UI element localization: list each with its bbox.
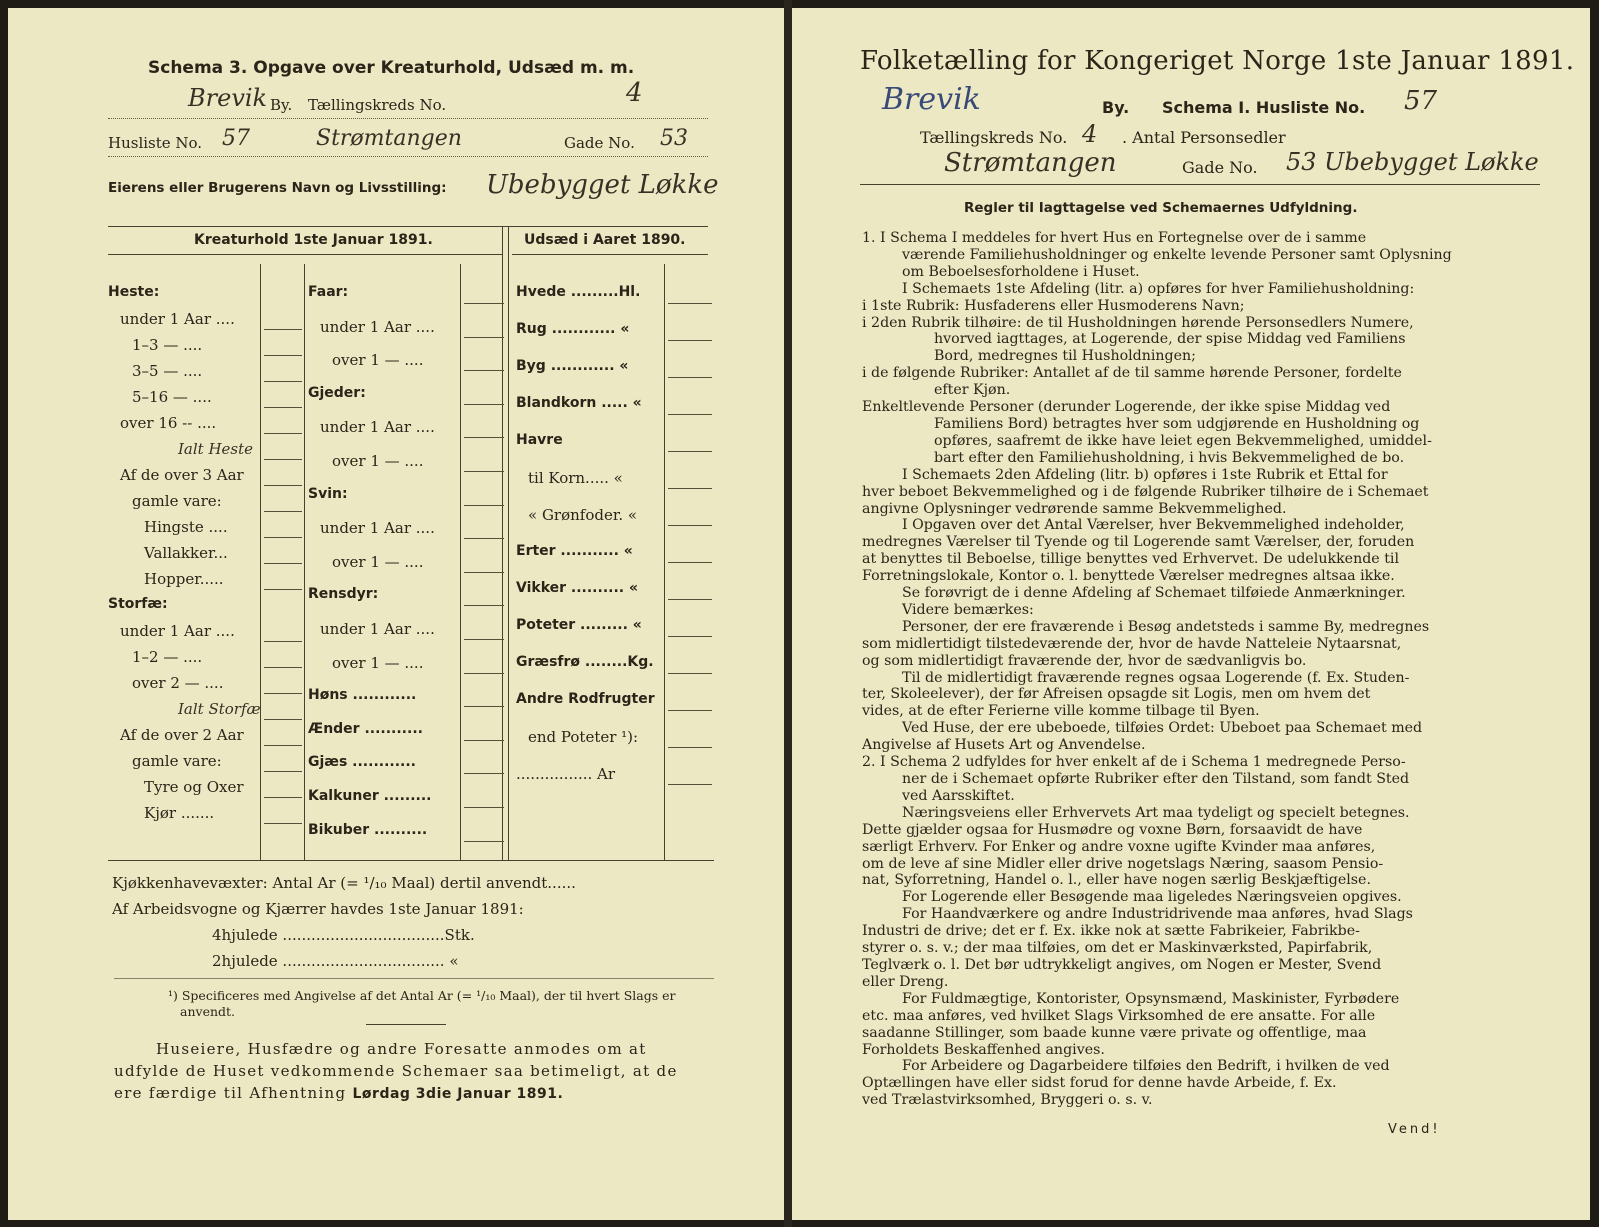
col1-row-label: gamle vare: bbox=[132, 752, 222, 770]
rule-line: Forretningslokale, Kontor o. l. benyttede Værelser medregnes altsaa ikke. bbox=[862, 568, 1395, 585]
footnote-rule bbox=[114, 978, 714, 979]
rule-line: Se forøvrigt de i denne Afdeling af Schemaet tilføiede Anmærkninger. bbox=[902, 585, 1406, 602]
right-page bbox=[792, 8, 1590, 1220]
rule-line: 1. I Schema I meddeles for hvert Hus en Fortegnelse over de i samme bbox=[862, 230, 1367, 246]
rule-line: Næringsveiens eller Erhvervets Art maa tydeligt og specielt betegnes. bbox=[902, 804, 1410, 821]
col2-row-label: Gjeder: bbox=[308, 384, 366, 401]
col2-row-label: Rensdyr: bbox=[308, 586, 379, 603]
col1-row-label: Kjør ....... bbox=[144, 804, 215, 822]
census-title: Folketælling for Kongeriget Norge 1ste Januar 1891. bbox=[860, 46, 1575, 76]
header-rule bbox=[860, 184, 1540, 185]
col3-row-label: Græsfrø ........Kg. bbox=[516, 654, 654, 670]
col1-row-label: 1–2 — .... bbox=[132, 648, 203, 666]
rule-line: saadanne Stillinger, som baade kunne være private og offentlige, maa bbox=[862, 1024, 1367, 1041]
rule-line: og som midlertidigt fraværende der, hvor de sædvanligvis bo. bbox=[862, 652, 1307, 669]
divider-col3 bbox=[664, 264, 665, 860]
closing-rule bbox=[366, 1024, 446, 1025]
col1-row-label: Tyre og Oxer bbox=[144, 778, 244, 796]
rule-line: i 2den Rubrik tilhøire: de til Husholdningen hørende Personsedlers Numere, bbox=[862, 314, 1414, 331]
rule-line: Familiens Bord) betragtes hver som udgjørende en Husholdning og bbox=[934, 415, 1420, 432]
udsaed-header-rule bbox=[512, 254, 708, 255]
col1-row-label: gamle vare: bbox=[132, 492, 222, 510]
udsaed-header: Udsæd i Aaret 1890. bbox=[524, 232, 686, 248]
col1-entry-blank[interactable] bbox=[264, 641, 302, 642]
toh-line: 2hjulede .................................. « bbox=[212, 952, 459, 970]
gade-label: Gade No. bbox=[564, 134, 635, 152]
col2-entry-blank[interactable] bbox=[464, 605, 504, 606]
kreatur-header-rule bbox=[108, 254, 502, 255]
rule-line: ved Trælastvirksomhed, Bryggeri o. s. v. bbox=[862, 1092, 1153, 1109]
divider-col1 bbox=[260, 264, 261, 860]
rule-line: Teglværk o. l. Det bør udtrykkeligt angives, om Nogen er Mester, Svend bbox=[862, 956, 1382, 973]
col1-entry-blank[interactable] bbox=[264, 797, 302, 798]
col1-row-label: over 16 -- .... bbox=[120, 414, 217, 432]
krets-label: Tællingskreds No. bbox=[920, 128, 1068, 147]
closing-line-1: Huseiere, Husfædre og andre Foresatte anmodes om at bbox=[156, 1040, 647, 1058]
col1-row-label: Storfæ: bbox=[108, 596, 168, 612]
footnote-2: anvendt. bbox=[180, 1004, 236, 1019]
col3-row-label: Andre Rodfrugter bbox=[516, 691, 655, 707]
rule-line: Optællingen have eller sidst forud for denne havde Arbeide, f. Ex. bbox=[862, 1075, 1337, 1092]
col1-row-label: under 1 Aar .... bbox=[120, 622, 235, 640]
col2-entry-blank[interactable] bbox=[464, 505, 504, 506]
by-label: By. bbox=[1102, 98, 1130, 117]
vend-label: Vend! bbox=[1388, 1122, 1441, 1137]
rule-line: I Schemaets 2den Afdeling (litr. b) opføres i 1ste Rubrik et Ettal for bbox=[902, 466, 1388, 483]
col1-entry-blank[interactable] bbox=[264, 381, 302, 382]
rule-line: I Schemaets 1ste Afdeling (litr. a) opføres for hver Familiehusholdning: bbox=[902, 280, 1415, 297]
husliste-label: Husliste No. bbox=[108, 134, 203, 152]
rule-line: i de følgende Rubriker: Antallet af de til samme hørende Personer, fordelte bbox=[862, 365, 1402, 382]
col3-entry-blank[interactable] bbox=[668, 340, 712, 341]
divider-kreatur-udsaed bbox=[502, 226, 503, 860]
rule-line: ner de i Schemaet opførte Rubriker efter den Tilstand, som fandt Sted bbox=[902, 771, 1410, 787]
col2-row-label: Høns ............ bbox=[308, 687, 417, 704]
col2-entry-blank[interactable] bbox=[464, 538, 504, 539]
husliste-handwritten: 57 bbox=[1404, 86, 1438, 116]
rule-line: værende Familiehusholdninger og enkelte levende Personer samt Oplysning bbox=[902, 246, 1452, 263]
gade-handwritten: Strømtangen bbox=[944, 148, 1117, 178]
col1-row-label: over 2 — .... bbox=[132, 674, 224, 692]
col2-row-label: Gjæs ............ bbox=[308, 754, 416, 771]
divider-kreatur-udsaed-2 bbox=[508, 226, 509, 860]
col3-row-label: Havre bbox=[516, 432, 563, 448]
by-handwritten: Brevik bbox=[188, 84, 268, 112]
col2-row-label: Ænder ........... bbox=[308, 720, 423, 737]
col1-row-label: Heste: bbox=[108, 284, 160, 300]
rule-line: ter, Skoleelever), der før Afreisen opsagde sit Logis, men om hvem det bbox=[862, 686, 1371, 703]
rule-line: vides, at de efter Ferierne ville komme tilbage til Byen. bbox=[862, 703, 1260, 720]
col1-row-label: Hingste .... bbox=[144, 518, 228, 536]
col1-row-label: under 1 Aar .... bbox=[120, 310, 235, 328]
fireh-line: 4hjulede ..................................Stk. bbox=[212, 926, 475, 944]
col1-row-label: 1–3 — .... bbox=[132, 336, 203, 354]
col3-entry-blank[interactable] bbox=[668, 747, 712, 748]
col3-entry-blank[interactable] bbox=[668, 451, 712, 452]
col1-row-label: Hopper..... bbox=[144, 570, 224, 588]
krets-handwritten: 4 bbox=[626, 78, 643, 108]
col2-row-label: under 1 Aar .... bbox=[320, 317, 435, 336]
col2-row-label: Svin: bbox=[308, 485, 348, 502]
schema3-heading: Schema 3. Opgave over Kreaturhold, Udsæd m. m. bbox=[148, 58, 635, 78]
col2-entry-blank[interactable] bbox=[464, 841, 504, 842]
table-bottom-rule bbox=[108, 860, 714, 861]
rule-line: For Arbeidere og Dagarbeidere tilføies den Bedrift, i hvilken de ved bbox=[902, 1058, 1390, 1075]
krets-label: Tællingskreds No. bbox=[308, 96, 447, 114]
col2-entry-blank[interactable] bbox=[464, 740, 504, 741]
col2-row-label: Kalkuner ......... bbox=[308, 788, 432, 804]
krets-handwritten: 4 bbox=[1082, 120, 1098, 148]
col2-row-label: over 1 — .... bbox=[332, 653, 424, 672]
col3-entry-blank[interactable] bbox=[668, 303, 712, 304]
closing-line-2: udfylde de Huset vedkommende Schemaer saa betimeligt, at de bbox=[114, 1062, 678, 1080]
rule-line: efter Kjøn. bbox=[934, 382, 1011, 399]
col3-row-label: Poteter ......... « bbox=[516, 617, 642, 633]
col1-entry-blank[interactable] bbox=[264, 563, 302, 564]
antal-label: . Antal Personsedler bbox=[1122, 128, 1286, 147]
col1-entry-blank[interactable] bbox=[264, 511, 302, 512]
col2-entry-blank[interactable] bbox=[464, 706, 504, 707]
col1-entry-blank[interactable] bbox=[264, 537, 302, 538]
gade-handwritten: Strømtangen bbox=[316, 126, 462, 151]
rule-line: styrer o. s. v.; der maa tilføies, om det er Maskinværksted, Papirfabrik, bbox=[862, 940, 1373, 957]
rule-line: Enkeltlevende Personer (derunder Logerende, der ikke spise Middag ved bbox=[862, 399, 1391, 416]
col2-entry-blank[interactable] bbox=[464, 639, 504, 640]
arbeid-line: Af Arbeidsvogne og Kjærrer havdes 1ste Januar 1891: bbox=[112, 900, 524, 918]
rule-line: Angivelse af Husets Art og Anvendelse. bbox=[862, 737, 1146, 754]
col2-row-label: over 1 — .... bbox=[332, 452, 424, 470]
rule-line: Ved Huse, der ere ubeboede, tilføies Ordet: Ubeboet paa Schemaet med bbox=[902, 720, 1423, 737]
col3-entry-blank[interactable] bbox=[668, 414, 712, 415]
rule-line: Bord, medregnes til Husholdningen; bbox=[934, 348, 1196, 365]
rule-line: som midlertidigt tilstedeværende der, hvor de havde Natteleie Nytaarsnat, bbox=[862, 635, 1402, 652]
rule-line: Dette gjælder ogsaa for Husmødre og voxne Børn, forsaavidt de have bbox=[862, 821, 1363, 838]
col3-entry-blank[interactable] bbox=[668, 673, 712, 674]
schema-label: Schema I. Husliste No. bbox=[1162, 98, 1366, 117]
col1-row-label: Ialt Heste bbox=[178, 440, 254, 458]
by-handwritten: Brevik bbox=[882, 82, 981, 117]
col1-entry-blank[interactable] bbox=[264, 719, 302, 720]
col3-row-label: Erter ........... « bbox=[516, 543, 633, 559]
rule-line: Til de midlertidigt fraværende regnes ogsaa Logerende (f. Ex. Studen- bbox=[902, 669, 1410, 686]
col1-entry-blank[interactable] bbox=[264, 433, 302, 434]
left-page bbox=[8, 8, 784, 1220]
col1-entry-blank[interactable] bbox=[264, 459, 302, 460]
gade-no-handwritten: 53 bbox=[660, 126, 688, 151]
col1-entry-blank[interactable] bbox=[264, 485, 302, 486]
rule-line: om Beboelsesforholdene i Huset. bbox=[902, 263, 1140, 280]
page-fold bbox=[784, 0, 792, 1227]
col3-entry-blank[interactable] bbox=[668, 710, 712, 711]
col3-row-label: Hvede .........Hl. bbox=[516, 284, 641, 300]
rule-line: hver beboet Bekvemmelighed og i de følgende Rubriker tilhøire de i Schemaet bbox=[862, 483, 1429, 500]
col3-entry-blank[interactable] bbox=[668, 488, 712, 489]
rule-line: angivne Oplysninger vedrørende samme Bekvemmelighed. bbox=[862, 500, 1287, 517]
col3-row-label: Byg ............ « bbox=[516, 358, 629, 374]
rule-line: Videre bemærkes: bbox=[902, 601, 1034, 618]
eier-label: Eierens eller Brugerens Navn og Livsstilling: bbox=[108, 180, 447, 196]
eier-handwritten: Ubebygget Løkke bbox=[486, 170, 719, 200]
table-top-rule bbox=[108, 226, 708, 227]
rule-line: om de leve af sine Midler eller drive nogetslags Næring, saasom Pensio- bbox=[862, 855, 1384, 872]
rule-line: at benyttes til Beboelse, tillige benyttes ved Erhvervet. De udelukkende til bbox=[862, 551, 1399, 568]
rule-line: 2. I Schema 2 udfyldes for hver enkelt af de i Schema 1 medregnede Perso- bbox=[862, 754, 1406, 771]
divider-col2 bbox=[460, 264, 461, 860]
col1-entry-blank[interactable] bbox=[264, 693, 302, 694]
rule-line: I Opgaven over det Antal Værelser, hver Bekvemmelighed indeholder, bbox=[902, 517, 1405, 534]
col3-row-label: til Korn..... « bbox=[528, 469, 623, 487]
rules-text bbox=[862, 230, 1474, 1109]
col1-row-label: 3–5 — .... bbox=[132, 362, 203, 380]
kjokken-line: Kjøkkenhavevæxter: Antal Ar (= ¹/₁₀ Maal) dertil anvendt...... bbox=[112, 874, 576, 892]
col3-entry-blank[interactable] bbox=[668, 636, 712, 637]
col2-row-label: under 1 Aar .... bbox=[320, 519, 435, 538]
col2-entry-blank[interactable] bbox=[464, 303, 504, 304]
rule-line: eller Dreng. bbox=[862, 973, 949, 990]
col3-row-label: « Grønfoder. « bbox=[528, 506, 638, 524]
col2-row-label: under 1 Aar .... bbox=[320, 418, 435, 437]
col3-entry-blank[interactable] bbox=[668, 525, 712, 526]
col1-entry-blank[interactable] bbox=[264, 355, 302, 356]
by-label: By. bbox=[270, 96, 293, 114]
col2-row-label: under 1 Aar .... bbox=[320, 620, 435, 638]
regler-title: Regler til Iagttagelse ved Schemaernes Udfyldning. bbox=[964, 200, 1358, 216]
col1-entry-blank[interactable] bbox=[264, 329, 302, 330]
rule-line: Forholdets Beskaffenhed angives. bbox=[862, 1041, 1105, 1058]
rule-line: medregnes Værelser til Tyende og til Logerende samt Værelser, der, foruden bbox=[862, 534, 1415, 551]
col2-row-label: over 1 — .... bbox=[332, 351, 424, 370]
rule-line: For Fuldmægtige, Kontorister, Opsynsmænd, Maskinister, Fyrbødere bbox=[902, 990, 1400, 1007]
by-line bbox=[108, 118, 708, 119]
col1-entry-blank[interactable] bbox=[264, 667, 302, 668]
col3-row-label: ................ Ar bbox=[516, 765, 616, 783]
col1-row-label: Af de over 2 Aar bbox=[120, 726, 244, 744]
col2-entry-blank[interactable] bbox=[464, 337, 504, 338]
closing-line-3: ere færdige til Afhentning Lørdag 3die Januar 1891. bbox=[114, 1084, 564, 1102]
col1-entry-blank[interactable] bbox=[264, 589, 302, 590]
rule-line: Industri de drive; det er f. Ex. ikke nok at sætte Fabrikeier, Fabrikbe- bbox=[862, 923, 1360, 940]
rule-line: særligt Erhverv. For Enker og andre voxne ugifte Kvinder maa anføres, bbox=[862, 838, 1376, 855]
col1-row-label: 5–16 — .... bbox=[132, 388, 212, 406]
col1-entry-blank[interactable] bbox=[264, 407, 302, 408]
col1-row-label: Af de over 3 Aar bbox=[120, 466, 244, 484]
rule-line: bart efter den Familiehusholdning, i hvis Bekvemmelighed de bo. bbox=[934, 449, 1405, 466]
col3-row-label: end Poteter ¹): bbox=[528, 728, 639, 746]
gade-no-handwritten: 53 Ubebygget Løkke bbox=[1286, 148, 1539, 176]
col2-row-label: over 1 — .... bbox=[332, 552, 424, 571]
col2-entry-blank[interactable] bbox=[464, 370, 504, 371]
col2-entry-blank[interactable] bbox=[464, 404, 504, 405]
col2-row-label: Faar: bbox=[308, 284, 349, 300]
rule-line: For Haandværkere og andre Industridrivende maa anføres, hvad Slags bbox=[902, 906, 1413, 923]
rule-line: opføres, saafremt de ikke have leiet egen Bekvemmelighed, umiddel- bbox=[934, 432, 1432, 449]
rule-line: ved Aarsskiftet. bbox=[902, 787, 1015, 804]
col3-row-label: Blandkorn ..... « bbox=[516, 395, 642, 411]
rule-line: hvorved iagttages, at Logerende, der spise Middag ved Familiens bbox=[934, 331, 1406, 348]
husliste-handwritten: 57 bbox=[222, 126, 250, 151]
col1-entry-blank[interactable] bbox=[264, 771, 302, 772]
col1-row-label: Vallakker... bbox=[144, 544, 228, 562]
rule-line: i 1ste Rubrik: Husfaderens eller Husmoderens Navn; bbox=[862, 297, 1245, 314]
col3-row-label: Rug ............ « bbox=[516, 321, 630, 337]
husliste-line bbox=[108, 156, 708, 157]
col1-row-label: Ialt Storfæ bbox=[178, 700, 261, 718]
col3-entry-blank[interactable] bbox=[668, 377, 712, 378]
rule-line: For Logerende eller Besøgende maa ligeledes Næringsveien opgives. bbox=[902, 889, 1402, 906]
kreatur-header: Kreaturhold 1ste Januar 1891. bbox=[194, 232, 433, 248]
col3-row-label: Vikker .......... « bbox=[516, 580, 639, 596]
col2-entry-blank[interactable] bbox=[464, 773, 504, 774]
rule-line: Personer, der ere fraværende i Besøg andetsteds i samme By, medregnes bbox=[902, 618, 1430, 635]
col1-entry-blank[interactable] bbox=[264, 823, 302, 824]
rule-line: nat, Syforretning, Handel o. l., eller have nogen særlig Beskjæftigelse. bbox=[862, 872, 1371, 889]
col2-row-label: Bikuber .......... bbox=[308, 821, 428, 838]
footnote-1: ¹) Specificeres med Angivelse af det Antal Ar (= ¹/₁₀ Maal), der til hvert Slags er bbox=[168, 988, 676, 1003]
rule-line: etc. maa anføres, ved hvilket Slags Virksomhed de ere ansatte. For alle bbox=[862, 1007, 1376, 1024]
col3-entry-blank[interactable] bbox=[668, 562, 712, 563]
col2-entry-blank[interactable] bbox=[464, 807, 504, 808]
col3-entry-blank[interactable] bbox=[668, 599, 712, 600]
col3-entry-blank[interactable] bbox=[668, 784, 712, 785]
col2-entry-blank[interactable] bbox=[464, 572, 504, 573]
col1-entry-blank[interactable] bbox=[264, 745, 302, 746]
col2-entry-blank[interactable] bbox=[464, 471, 504, 472]
divider-col1b bbox=[304, 264, 305, 860]
gade-label: Gade No. bbox=[1182, 158, 1258, 177]
col2-entry-blank[interactable] bbox=[464, 673, 504, 674]
col2-entry-blank[interactable] bbox=[464, 437, 504, 438]
